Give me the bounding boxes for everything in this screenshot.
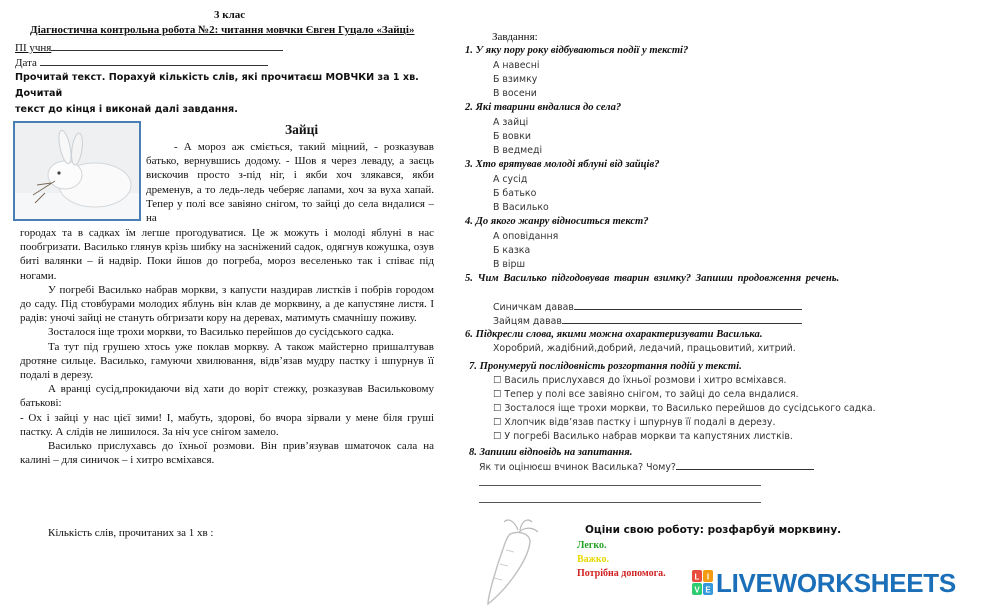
pupil-name-field[interactable] (51, 41, 283, 51)
liveworksheets-logo: LIVEWORKSHEETS (716, 568, 956, 598)
question-3: 3. Хто врятував молоді яблуні від зайців? (465, 159, 660, 170)
question-2: 2. Які тварини вндалися до села? (465, 102, 622, 113)
pupil-name-row (15, 41, 283, 54)
badge-letter: L (694, 572, 700, 582)
checkbox-icon[interactable]: ☐ (493, 417, 502, 428)
instruction-text (15, 70, 435, 118)
q5-tits-label: Синичкам давав (493, 302, 574, 313)
date-row (15, 56, 268, 69)
checkbox-icon[interactable]: ☐ (493, 431, 502, 442)
instruction-line: Прочитай текст. Порахуй кількість слів, які прочитаєш МОВЧКИ за 1 хв. Дочитай (15, 72, 419, 99)
story-paragraph: Та тут під грушею хтось уже поклав моркву. А також майстерно пришалтував дротяне сильце. Василько, гамуючи хвилювання, відв’язав мудру пастку і шпурнув її подалі в дерезу. (20, 340, 434, 382)
q7-item-text: Хлопчик відв’язав пастку і шпурнув її подалі в дерезу. (504, 417, 776, 428)
q7-item (493, 417, 775, 428)
rating-needs-help[interactable]: Потрібна допомога. (577, 568, 666, 579)
option-4b[interactable]: Б казка (493, 245, 531, 256)
carrot-outline-icon[interactable] (474, 516, 544, 606)
question-5: 5. Чим Василько підгодовував тварин взимку? Запиши продовження речень. (465, 273, 840, 284)
word-count-label: Кількість слів, прочитаних за 1 хв : (48, 527, 214, 539)
story-paragraph: - Ох і зайці у нас цієї зими! І, мабуть, здорові, бо вчора зірвали у мене біля груші пастку. А слідів не лишилося. За ніч усе снігом замело. (20, 411, 434, 438)
story-first-paragraph (146, 140, 434, 225)
checkbox-icon[interactable]: ☐ (493, 375, 502, 386)
q7-item-text: Василь прислухався до їхньої розмови і хитро всміхався. (504, 375, 787, 386)
q5-tits-row (493, 301, 802, 313)
option-2b[interactable]: Б вовки (493, 131, 531, 142)
liveworksheets-badge (692, 570, 714, 596)
option-1c[interactable]: В восени (493, 88, 537, 99)
option-1a[interactable]: А навесні (493, 60, 540, 71)
story-paragraph: Зосталося іще трохи моркви, то Василько перейшов до сусідського садка. (48, 326, 394, 339)
story-paragraph: Василько прислухавсь до їхньої розмови. Він прив’язував шматочок сала на калині – для синичок – і хитро всміхався. (20, 440, 434, 467)
story-body (20, 226, 434, 467)
badge-letter: E (705, 585, 711, 595)
badge-letter: V (694, 585, 700, 595)
q7-item (493, 375, 786, 386)
badge-letter: I (706, 572, 710, 582)
pupil-name-label: ПІ учня (15, 42, 52, 54)
question-4: 4. До якого жанру відноситься текст? (465, 216, 649, 227)
q8-answer-line[interactable] (479, 502, 761, 503)
q5-hares-row (493, 315, 802, 327)
date-label: Дата (15, 57, 37, 69)
q8-answer-line[interactable] (676, 461, 814, 470)
story-paragraph: городах та в садках їм легше прогодуватися. Це ж можуть і молоді яблуні в нас пообгризати. Василько глянув крізь шибку на засніжений садок, одягнув кожушка, озув биті валянки – й надвір. Поки йшов до погреба, мороз веселенько так і співає під ногами. (20, 227, 434, 282)
q6-words[interactable]: Хоробрий, жадібний,добрий, ледачий, працьовитий, хитрий. (493, 343, 796, 354)
question-1: 1. У яку пору року відбуваються події у тексті? (465, 45, 689, 56)
q7-item (493, 389, 799, 400)
option-3a[interactable]: А сусід (493, 174, 528, 185)
q7-item-text: У погребі Василько набрав моркви та капустяних листків. (504, 431, 793, 442)
q5-tits-answer[interactable] (574, 301, 802, 310)
snow-hare-photo (13, 121, 141, 221)
option-4a[interactable]: А оповідання (493, 231, 559, 242)
rating-easy[interactable]: Легко. (577, 540, 607, 551)
self-assessment-title: Оціни свою роботу: розфарбуй морквину. (585, 524, 842, 536)
checkbox-icon[interactable]: ☐ (493, 403, 502, 414)
question-8: 8. Запиши відповідь на запитання. (469, 447, 633, 458)
question-6: 6. Підкресли слова, якими можна охарактеризувати Василька. (465, 329, 763, 340)
option-2c[interactable]: В ведмеді (493, 145, 543, 156)
worksheet-heading: Діагностична контрольна робота №2: читання мовчки Євген Гуцало «Зайці» (30, 24, 415, 36)
option-1b[interactable]: Б взимку (493, 74, 538, 85)
option-4c[interactable]: В вірш (493, 259, 526, 270)
story-paragraph: - А мороз аж сміється, такий міцний, - розказував батько, вернувшись додому. - Шов я через леваду, а заєць вискочив просто з-під ніг, і якби хоч злякався, якби дременув, а то ледь-ледь чеберяє лапами, хоч за вуха хапай. Тепер у полі все завіяно снігом, то зайці до села вндалися – на (146, 141, 434, 225)
q8-answer-line[interactable] (479, 485, 761, 486)
story-title: Зайці (285, 122, 319, 137)
story-paragraph: А вранці сусід,прокидаючи від хати до воріт стежку, розказував Васильковому батькові: (20, 383, 434, 410)
q7-item-text: Тепер у полі все завіяно снігом, то зайці до села вндалися. (504, 389, 799, 400)
hare-illustration (15, 123, 139, 219)
rating-hard[interactable]: Важко. (577, 554, 610, 565)
grade-label: 3 клас (214, 9, 246, 21)
tasks-heading: Завдання: (492, 31, 538, 43)
story-paragraph: У погребі Василько набрав моркви, з капусти наздирав листків і побрів городом до саду. Під стовбурами молодих яблунь він клав де морквину, а де капустяне листя. І радів: уночі зайці не стануть обгризати кору на деревах, матимуть смачнішу поживу. (20, 283, 434, 325)
q8-question-row (479, 461, 814, 473)
option-2a[interactable]: А зайці (493, 117, 529, 128)
instruction-line: текст до кінця і виконай далі завдання. (15, 104, 238, 115)
q5-hares-answer[interactable] (562, 315, 802, 324)
q5-hares-label: Зайцям давав (493, 316, 562, 327)
option-3b[interactable]: Б батько (493, 188, 537, 199)
question-7: 7. Пронумеруй послідовність розгортання подій у тексті. (469, 361, 742, 372)
checkbox-icon[interactable]: ☐ (493, 389, 502, 400)
q8-question: Як ти оцінюєш вчинок Василька? Чому? (479, 462, 676, 473)
q7-item-text: Зосталося іще трохи моркви, то Василько перейшов до сусідського садка. (504, 403, 876, 414)
option-3c[interactable]: В Василько (493, 202, 549, 213)
q7-item (493, 431, 793, 442)
date-field[interactable] (40, 56, 268, 66)
q7-item (493, 403, 876, 414)
